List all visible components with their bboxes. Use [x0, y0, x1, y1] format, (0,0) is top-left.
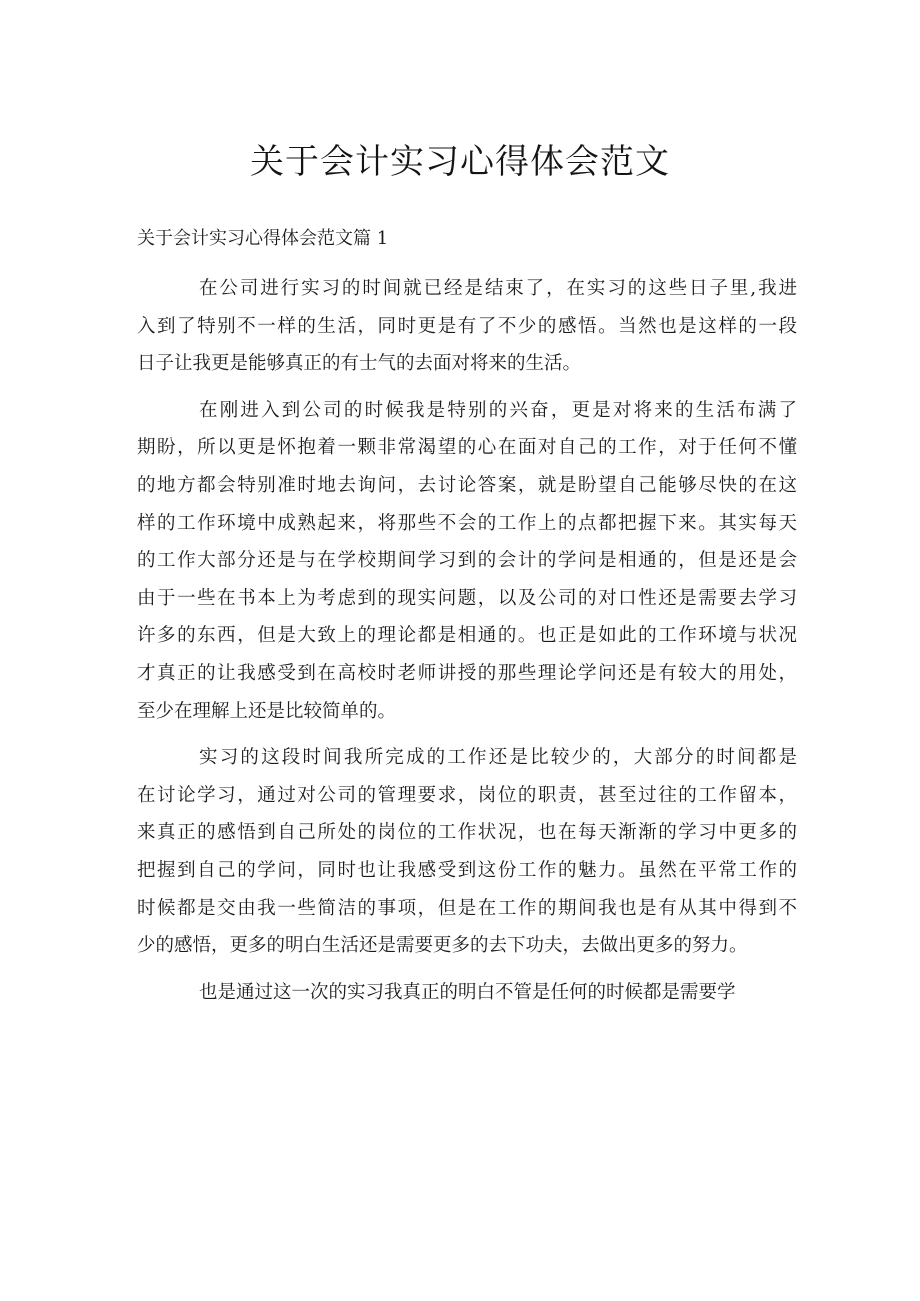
text-line: 来真正的感悟到自己所处的岗位的工作状况，也在每天渐渐的学习中更多的	[137, 822, 797, 844]
paragraph	[137, 270, 797, 383]
paragraph	[137, 392, 797, 730]
text-line: 在公司进行实习的时间就已经是结束了，在实习的这些日子里,我进	[199, 278, 797, 299]
text-line: 由于一些在书本上为考虑到的现实问题，以及公司的对口性还是需要去学习	[137, 587, 797, 609]
text-line: 少的感悟，更多的明白生活还是需要更多的去下功夫，去做出更多的努力。	[137, 935, 748, 957]
text-line: 把握到自己的学问，同时也让我感受到这份工作的魅力。虽然在平常工作的	[137, 859, 797, 881]
text-line: 至少在理解上还是比较简单的。	[137, 700, 397, 722]
paragraph	[137, 974, 797, 1012]
text-line: 许多的东西，但是大致上的理论都是相通的。也正是如此的工作环境与状况	[137, 625, 797, 647]
text-line: 在刚进入到公司的时候我是特别的兴奋，更是对将来的生活布满了	[199, 399, 797, 421]
text-line: 时候都是交由我一些简洁的事项，但是在工作的期间我也是有从其中得到不	[137, 897, 797, 919]
paragraph	[137, 739, 797, 965]
text-line: 才真正的让我感受到在高校时老师讲授的那些理论学问还是有较大的用处，	[137, 662, 797, 684]
text-line: 实习的这段时间我所完成的工作还是比较少的，大部分的时间都是	[199, 747, 797, 769]
section-heading: 关于会计实习心得体会范文篇 1	[137, 228, 389, 249]
text-line: 期盼，所以更是怀抱着一颗非常渴望的心在面对自己的工作，对于任何不懂	[137, 437, 797, 459]
text-line: 样的工作环境中成熟起来，将那些不会的工作上的点都把握下来。其实每天	[137, 512, 797, 534]
text-line: 也是通过这一次的实习我真正的明白不管是任何的时候都是需要学	[199, 981, 736, 1003]
document-body	[137, 270, 797, 1011]
text-line: 入到了特别不一样的生活，同时更是有了不少的感悟。当然也是这样的一段	[137, 315, 797, 337]
text-line: 在讨论学习，通过对公司的管理要求，岗位的职责，甚至过往的工作留本，	[137, 784, 797, 806]
text-line: 的地方都会特别准时地去询问，去讨论答案，就是盼望自己能够尽快的在这	[137, 474, 797, 496]
text-line: 的工作大部分还是与在学校期间学习到的会计的学问是相通的，但是还是会	[137, 550, 797, 572]
document-title: 关于会计实习心得体会范文	[250, 142, 670, 182]
text-line: 日子让我更是能够真正的有士气的去面对将来的生活。	[137, 353, 582, 375]
